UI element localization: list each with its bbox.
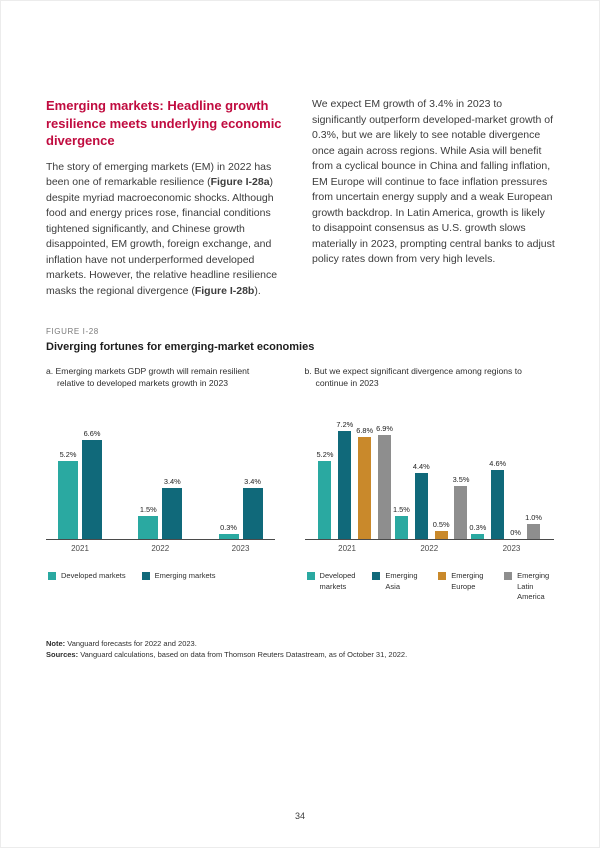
bar-column bbox=[489, 459, 506, 539]
bar-value-label: 6.9% bbox=[376, 424, 393, 434]
year-label: 2023 bbox=[231, 544, 250, 554]
legend-item bbox=[438, 571, 488, 601]
chart-b-legend bbox=[305, 571, 554, 601]
legend-swatch bbox=[142, 572, 150, 580]
bar-value-label: 4.6% bbox=[489, 459, 507, 469]
legend-label: Developed markets bbox=[61, 571, 126, 581]
bar-column bbox=[433, 520, 450, 539]
bar-column bbox=[469, 523, 486, 539]
note-line bbox=[46, 638, 554, 650]
bar-column bbox=[58, 450, 78, 539]
bar-value-label: 0.3% bbox=[220, 523, 237, 533]
page-content bbox=[1, 1, 599, 661]
legend-label: Emerging Latin America bbox=[517, 571, 550, 601]
sources-text: Vanguard calculations, based on data from Thomson Reuters Datastream, as of October 31, 2022. bbox=[78, 650, 408, 660]
bar-column bbox=[317, 450, 334, 539]
bar-value-label: 6.8% bbox=[356, 426, 374, 436]
year-label: 2022 bbox=[151, 544, 170, 554]
note-text: Vanguard forecasts for 2022 and 2023. bbox=[65, 638, 197, 648]
body-paragraph-left bbox=[46, 160, 282, 300]
bar bbox=[454, 486, 467, 539]
charts-row bbox=[46, 365, 554, 601]
legend-item bbox=[372, 571, 422, 601]
text-run: ). bbox=[254, 284, 261, 297]
bar-group-2022 bbox=[138, 477, 182, 539]
section-heading: Emerging markets: Headline growth resilience meets underlying economic divergence bbox=[46, 98, 282, 149]
bar bbox=[138, 516, 158, 539]
article-right-column bbox=[312, 97, 556, 299]
bar-value-label: 1.5% bbox=[139, 505, 157, 515]
bar-value-label: 3.5% bbox=[452, 475, 470, 485]
bar-value-label: 1.5% bbox=[392, 505, 410, 515]
bar bbox=[318, 461, 331, 539]
legend-swatch bbox=[48, 572, 56, 580]
note-label: Note: bbox=[46, 638, 66, 648]
legend-label: Emerging Europe bbox=[451, 571, 484, 591]
bar bbox=[491, 470, 504, 539]
bar-value-label: 1.0% bbox=[525, 513, 542, 523]
legend-item bbox=[307, 571, 357, 601]
text-run: ) despite myriad macroeconomic shocks. Although food and energy prices rose, financial conditions tightened significantly, and Chinese growth disappointed, EM growth, foreign exchange, and inflation have not underperformed developed markets. However, the relative headline resilience masks the regional divergence ( bbox=[46, 176, 278, 297]
chart-b-plot-area bbox=[305, 411, 554, 540]
year-label: 2023 bbox=[502, 544, 521, 554]
bar-value-label: 3.4% bbox=[163, 477, 181, 487]
chart-b-x-axis-labels bbox=[305, 544, 554, 553]
year-label: 2021 bbox=[71, 544, 89, 554]
sources-line bbox=[46, 649, 554, 661]
article-left-column bbox=[46, 97, 282, 299]
bar bbox=[338, 431, 351, 539]
chart-b-subtitle: b. But we expect significant divergence among regions to continue in 2023 bbox=[304, 366, 522, 389]
bar-group-2022 bbox=[393, 462, 469, 539]
page-number: 34 bbox=[294, 811, 305, 821]
bar bbox=[82, 440, 102, 539]
legend-swatch bbox=[438, 572, 446, 580]
bar bbox=[435, 531, 448, 539]
figure-label: FIGURE I-28 bbox=[46, 327, 99, 337]
year-label: 2022 bbox=[420, 544, 439, 554]
bar bbox=[162, 488, 182, 539]
chart-a-legend bbox=[46, 571, 275, 581]
bar-group-2023 bbox=[219, 477, 263, 539]
figure-reference: Figure I-28b bbox=[194, 284, 255, 297]
article-columns bbox=[46, 97, 554, 299]
chart-b bbox=[305, 365, 554, 601]
bar bbox=[358, 437, 371, 539]
bar-column bbox=[356, 426, 373, 539]
legend-label: Developed markets bbox=[319, 571, 356, 591]
legend-swatch bbox=[504, 572, 512, 580]
bar bbox=[395, 516, 408, 539]
chart-a-plot-area bbox=[46, 411, 275, 540]
legend-label: Emerging Asia bbox=[385, 571, 418, 591]
bar-value-label: 4.4% bbox=[412, 462, 430, 472]
bar-column bbox=[219, 523, 239, 539]
bar-column bbox=[162, 477, 182, 539]
figure-notes bbox=[46, 638, 554, 661]
bar-value-label: 0% bbox=[510, 528, 521, 538]
bar-value-label: 6.6% bbox=[83, 429, 101, 439]
bar-value-label: 5.2% bbox=[59, 450, 77, 460]
bar-column bbox=[138, 505, 158, 539]
legend-swatch bbox=[307, 572, 315, 580]
legend-swatch bbox=[372, 572, 380, 580]
chart-a-subtitle: a. Emerging markets GDP growth will remain resilient relative to developed markets growth in 2023 bbox=[46, 366, 250, 389]
bar-value-label: 7.2% bbox=[336, 420, 354, 430]
bar-column bbox=[376, 424, 393, 539]
body-paragraph-right: We expect EM growth of 3.4% in 2023 to significantly outperform developed-market growth of 0.3%, but we are likely to see notable divergence once again across regions. While Asia will benefit from a cyclical bounce in China and falling inflation, EM Europe will continue to face inflation pressures from uncertain energy supply and a weak European growth backdrop. In Latin America, growth is likely to disappoint consensus as U.S. growth slows materially in 2023, prompting central banks to adjust policy rates down from very high levels. bbox=[312, 98, 555, 266]
bar bbox=[219, 534, 239, 539]
chart-a bbox=[46, 365, 275, 601]
bar bbox=[378, 435, 391, 539]
bar-column bbox=[525, 513, 542, 539]
bar-value-label: 3.4% bbox=[244, 477, 261, 487]
bar-value-label: 0.5% bbox=[432, 520, 450, 530]
figure-reference: Figure I-28a bbox=[210, 176, 270, 189]
bar-value-label: 5.2% bbox=[316, 450, 334, 460]
bar bbox=[243, 488, 263, 539]
bar bbox=[415, 473, 428, 539]
sources-label: Sources: bbox=[46, 650, 79, 660]
legend-item bbox=[504, 571, 554, 601]
bar-group-2021 bbox=[58, 429, 102, 539]
bar bbox=[527, 524, 540, 539]
chart-a-x-axis-labels bbox=[46, 544, 275, 553]
legend-item bbox=[48, 571, 126, 581]
bar-group-2021 bbox=[317, 420, 393, 539]
text-run: The story of emerging markets (EM) in 2022 has been one of remarkable resilience ( bbox=[46, 160, 272, 189]
figure-title: Diverging fortunes for emerging-market economies bbox=[46, 341, 315, 354]
bar-column bbox=[243, 477, 263, 539]
bar-column bbox=[453, 475, 470, 539]
year-label: 2021 bbox=[338, 544, 356, 554]
bar-column bbox=[393, 505, 410, 539]
bar-column bbox=[336, 420, 353, 539]
bar-column bbox=[82, 429, 102, 539]
figure-block bbox=[46, 327, 554, 661]
bar-column bbox=[413, 462, 430, 539]
bar bbox=[58, 461, 78, 539]
bar bbox=[471, 534, 484, 539]
bar-group-2023 bbox=[469, 459, 542, 539]
legend-label: Emerging markets bbox=[154, 571, 216, 581]
legend-item bbox=[142, 571, 216, 581]
bar-value-label: 0.3% bbox=[469, 523, 487, 533]
bar-column bbox=[509, 528, 522, 539]
